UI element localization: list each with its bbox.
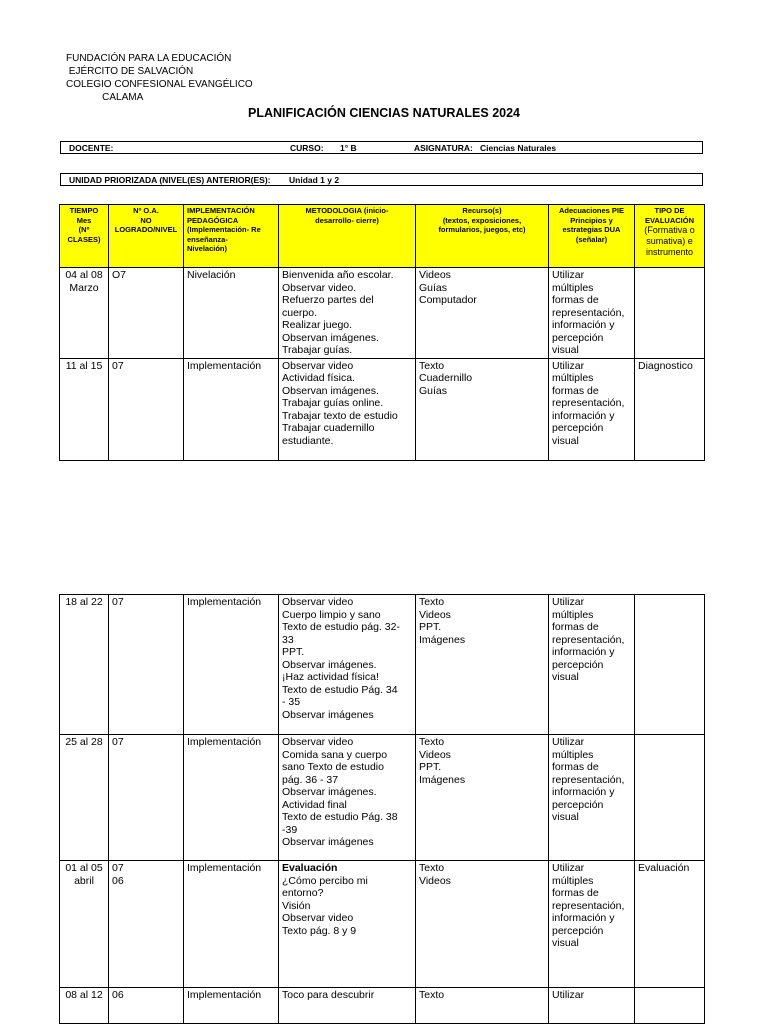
- cell-tiempo: [60, 595, 109, 735]
- cell-line: -39: [282, 823, 298, 836]
- cell-adecuaciones: [549, 988, 635, 1024]
- cell-line: formas de: [552, 384, 599, 397]
- cell-line: 18 al 22: [65, 596, 103, 608]
- cell-evaluacion: [635, 268, 705, 359]
- cell-line: Bienvenida año escolar.: [282, 269, 394, 281]
- cell-oa: [109, 268, 184, 359]
- table-row: [60, 861, 705, 988]
- cell-line: abril: [74, 874, 94, 887]
- cell-line-bold: Evaluación: [282, 862, 338, 874]
- cell-line: Observan imágenes.: [282, 331, 379, 344]
- cell-line: 07: [112, 596, 124, 608]
- cell-line: percepción: [552, 331, 604, 344]
- cell-line: Videos: [419, 874, 451, 887]
- cell-line: representación,: [552, 633, 625, 646]
- cell-line: información y: [552, 319, 615, 331]
- cell-line: 33: [282, 633, 294, 646]
- cell-line: PPT.: [419, 761, 442, 773]
- cell-line: PPT.: [282, 646, 305, 658]
- cell-line: pág. 36 - 37: [282, 773, 339, 786]
- cell-line: percepción: [552, 658, 604, 671]
- cell-tiempo: [60, 988, 109, 1024]
- cell-recursos: [416, 268, 549, 359]
- cell-metodologia: [279, 595, 416, 735]
- cell-line: Observar video.: [282, 281, 357, 294]
- cell-evaluacion: Diagnostico: [635, 358, 705, 460]
- cell-line: 07: [112, 359, 124, 372]
- col-tiempo-header: TIEMPO Mes (Nº CLASES): [60, 205, 109, 268]
- table-header-row: [60, 205, 705, 268]
- teacher-course-bar: [60, 141, 703, 154]
- cell-metodologia: [279, 358, 416, 460]
- cell-line: Videos: [419, 269, 451, 281]
- cell-oa: [109, 861, 184, 988]
- planning-table-2: [59, 594, 705, 1024]
- planning-table-1: [59, 204, 705, 461]
- cell-evaluacion: [635, 595, 705, 735]
- cell-line: Texto pág. 8 y 9: [282, 924, 357, 937]
- cell-line: formas de: [552, 761, 599, 773]
- cell-implementacion: Nivelación: [184, 268, 279, 359]
- cell-line: Trabajar guías online.: [282, 397, 384, 409]
- cell-line: Utilizar: [552, 736, 585, 748]
- cell-implementacion: Implementación: [184, 735, 279, 861]
- document-title: PLANIFICACIÓN CIENCIAS NATURALES 2024: [247, 106, 521, 120]
- col-recursos-header: Recurso(s) (textos, exposiciones, formularios, juegos, etc): [416, 205, 549, 268]
- asignatura-value: Ciencias Naturales: [480, 143, 557, 153]
- cell-line: Guías: [419, 384, 448, 397]
- table-row: [60, 268, 705, 359]
- cell-line: Observar video: [282, 596, 354, 608]
- cell-line: formas de: [552, 294, 599, 306]
- col-adecuaciones-header: Adecuaciones PIE Principios y estrategias DUA (señalar): [549, 205, 635, 268]
- cell-metodologia: [279, 268, 416, 359]
- cell-line: 11 al 15: [65, 359, 103, 372]
- cell-line: 25 al 28: [65, 736, 103, 748]
- cell-line: información y: [552, 409, 615, 422]
- cell-line: 04 al 08: [65, 269, 103, 281]
- cell-line: Texto de estudio pág. 32-: [282, 621, 400, 633]
- cell-line: visual: [552, 937, 579, 949]
- cell-tiempo: [60, 358, 109, 460]
- curso-value: 1° B: [340, 143, 357, 153]
- cell-adecuaciones: [549, 358, 635, 460]
- cell-oa: [109, 595, 184, 735]
- cell-line: Utilizar: [552, 269, 585, 281]
- cell-evaluacion: [635, 988, 705, 1024]
- cell-line: - 35: [282, 696, 301, 708]
- cell-tiempo: [60, 861, 109, 988]
- cell-oa: [109, 735, 184, 861]
- cell-line: Visión: [282, 899, 311, 912]
- cell-recursos: [416, 358, 549, 460]
- cell-line: Videos: [419, 748, 451, 761]
- cell-line: información y: [552, 786, 615, 798]
- cell-recursos: [416, 861, 549, 988]
- cell-line: Utilizar: [552, 359, 585, 372]
- cell-line: formas de: [552, 621, 599, 633]
- cell-line: visual: [552, 811, 579, 823]
- institution-line: CALAMA: [66, 92, 144, 103]
- cell-line: información y: [552, 646, 615, 658]
- cell-recursos: [416, 735, 549, 861]
- cell-metodologia: [279, 988, 416, 1024]
- cell-line: Refuerzo partes del: [282, 294, 374, 306]
- unit-bar: [60, 173, 703, 186]
- cell-line: 07: [112, 862, 124, 874]
- table-row: [60, 735, 705, 861]
- cell-line: Observar video: [282, 736, 354, 748]
- cell-line: Utilizar: [552, 862, 585, 874]
- col-evaluacion-header: TIPO DE EVALUACIÓN (Formativa o sumativa) e instrumento: [635, 205, 705, 268]
- cell-line: Trabajar texto de estudio: [282, 409, 398, 422]
- unidad-label: UNIDAD PRIORIZADA (NIVEL(ES) ANTERIOR(ES):: [69, 175, 271, 185]
- cell-adecuaciones: [549, 735, 635, 861]
- cell-line: percepción: [552, 798, 604, 811]
- cell-line: Imágenes: [419, 633, 466, 646]
- cell-line: múltiples: [552, 874, 594, 887]
- cell-oa: [109, 988, 184, 1024]
- cell-adecuaciones: [549, 861, 635, 988]
- cell-line: Observan imágenes.: [282, 384, 379, 397]
- cell-line: Observar imágenes.: [282, 786, 377, 798]
- cell-implementacion: Implementación: [184, 988, 279, 1024]
- cell-line: múltiples: [552, 372, 594, 384]
- cell-line: formas de: [552, 887, 599, 899]
- cell-line: Actividad final: [282, 798, 347, 811]
- cell-line: Texto: [419, 359, 445, 372]
- col-implementacion-header: IMPLEMENTACIÓN PEDAGÓGICA (Implementación- Re enseñanza- Nivelación): [184, 205, 279, 268]
- cell-recursos: [416, 988, 549, 1024]
- cell-line: ¿Cómo percibo mi: [282, 874, 368, 887]
- cell-line: 08 al 12: [65, 989, 103, 1001]
- cell-line: información y: [552, 912, 615, 924]
- cell-evaluacion: [635, 735, 705, 861]
- col-oa-header: Nº O.A. NO LOGRADO/NIVEL: [109, 205, 184, 268]
- cell-line: Texto: [419, 736, 445, 748]
- cell-tiempo: [60, 268, 109, 359]
- cell-line: sano Texto de estudio: [282, 761, 384, 773]
- cell-line: Realizar juego.: [282, 319, 353, 331]
- institution-line: FUNDACIÓN PARA LA EDUCACIÓN: [66, 53, 232, 64]
- cell-line: visual: [552, 671, 579, 683]
- cell-line: Utilizar: [552, 596, 585, 608]
- cell-line: Utilizar: [552, 989, 585, 1001]
- cell-line: percepción: [552, 422, 604, 434]
- cell-line: Observar imágenes.: [282, 658, 377, 671]
- cell-line: Actividad física.: [282, 372, 355, 384]
- cell-line: múltiples: [552, 281, 594, 294]
- cell-line: Observar video: [282, 912, 354, 924]
- asignatura-label: ASIGNATURA:: [414, 143, 473, 153]
- cell-metodologia: [279, 861, 416, 988]
- cell-line: representación,: [552, 397, 625, 409]
- cell-line: Cuerpo limpio y sano: [282, 608, 381, 621]
- cell-oa: [109, 358, 184, 460]
- cell-line: Marzo: [69, 281, 99, 294]
- cell-line: Texto: [419, 596, 445, 608]
- cell-line: entorno?: [282, 887, 324, 899]
- cell-line: 07: [112, 736, 124, 748]
- table-row: [60, 595, 705, 735]
- cell-adecuaciones: [549, 268, 635, 359]
- cell-line: 01 al 05: [65, 862, 103, 874]
- cell-line: visual: [552, 434, 579, 447]
- cell-line: 06: [112, 989, 124, 1001]
- cell-line: Cuadernillo: [419, 372, 473, 384]
- cell-line: Videos: [419, 608, 451, 621]
- cell-line: Observar imágenes: [282, 836, 374, 848]
- cell-line: Texto de estudio Pág. 38: [282, 811, 398, 823]
- cell-implementacion: Implementación: [184, 595, 279, 735]
- table-row: [60, 988, 705, 1024]
- cell-line: representación,: [552, 773, 625, 786]
- institution-line: EJÉRCITO DE SALVACIÓN: [66, 66, 194, 77]
- cell-line: Guías: [419, 281, 448, 294]
- cell-line: Texto: [419, 862, 445, 874]
- curso-label: CURSO:: [290, 143, 324, 153]
- cell-metodologia: [279, 735, 416, 861]
- cell-implementacion: Implementación: [184, 861, 279, 988]
- docente-label: DOCENTE:: [69, 143, 114, 153]
- cell-line: Texto: [419, 989, 445, 1001]
- cell-line: Computador: [419, 294, 477, 306]
- cell-line: Imágenes: [419, 773, 466, 786]
- cell-line: Trabajar guías.: [282, 344, 353, 356]
- cell-line: ¡Haz actividad física!: [282, 671, 379, 683]
- cell-recursos: [416, 595, 549, 735]
- cell-line: Observar imágenes: [282, 708, 374, 721]
- cell-line: Observar video: [282, 359, 354, 372]
- cell-line: percepción: [552, 924, 604, 937]
- cell-line: representación,: [552, 899, 625, 912]
- cell-line: 06: [112, 874, 124, 887]
- col-metodologia-header: METODOLOGIA (inicio- desarrollo- cierre): [279, 205, 416, 268]
- cell-implementacion: Implementación: [184, 358, 279, 460]
- cell-line: múltiples: [552, 608, 594, 621]
- cell-line: PPT.: [419, 621, 442, 633]
- cell-line: estudiante.: [282, 434, 334, 447]
- institution-header: [66, 52, 253, 104]
- cell-evaluacion: Evaluación: [635, 861, 705, 988]
- table-row: [60, 358, 705, 460]
- cell-adecuaciones: [549, 595, 635, 735]
- cell-line: Toco para descubrir: [282, 989, 375, 1001]
- cell-line: representación,: [552, 306, 625, 319]
- cell-line: cuerpo.: [282, 306, 318, 319]
- cell-line: O7: [112, 269, 127, 281]
- cell-line: Texto de estudio Pág. 34: [282, 683, 398, 696]
- cell-line: múltiples: [552, 748, 594, 761]
- institution-line: COLEGIO CONFESIONAL EVANGÉLICO: [66, 79, 253, 90]
- unidad-value: Unidad 1 y 2: [289, 175, 340, 185]
- cell-line: Trabajar cuadernillo: [282, 422, 375, 434]
- cell-line: visual: [552, 344, 579, 356]
- cell-tiempo: [60, 735, 109, 861]
- cell-line: Comida sana y cuerpo: [282, 748, 388, 761]
